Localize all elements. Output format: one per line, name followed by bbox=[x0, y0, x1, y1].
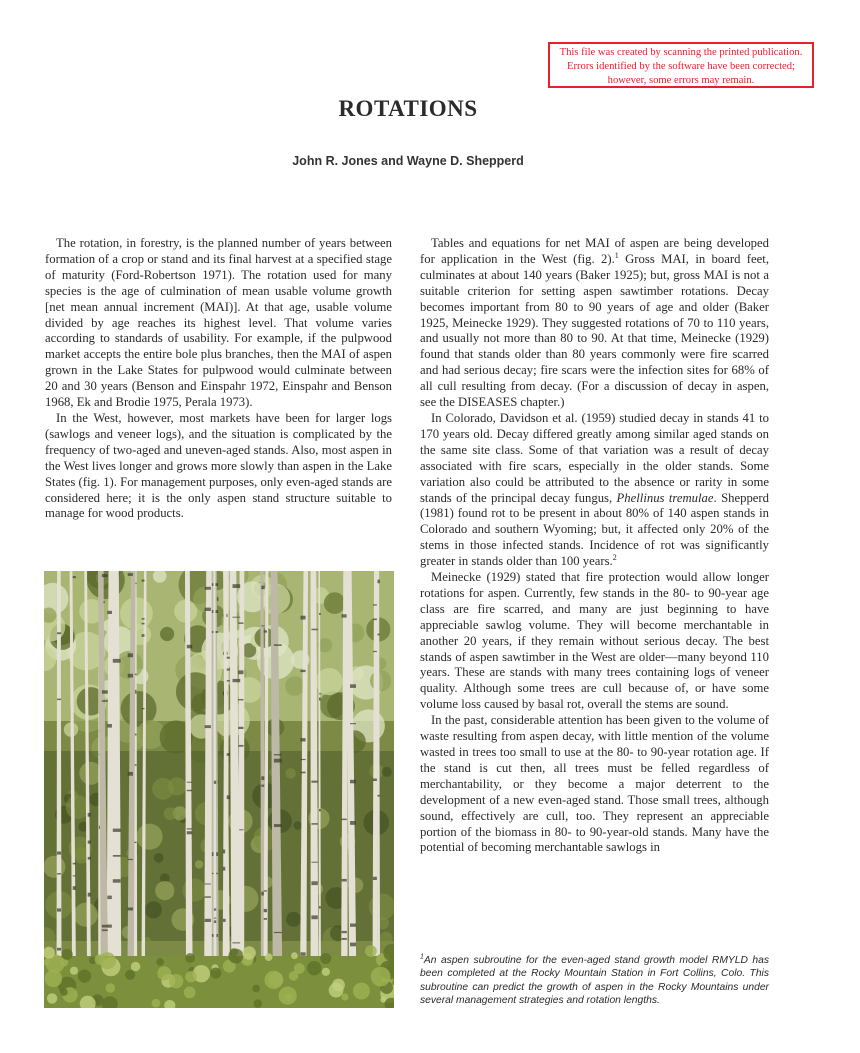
right-paragraph-3: Meinecke (1929) stated that fire protection would allow longer rotations for aspen. Currently, few stands in the 80- to 90-year age class are fire scarred, and many are just beginning to have appreciable sawlog volume. They will become merchantable in another 20 years, if they remain without serious decay. The best stands of aspen sawtimber in the West are older—many beyond 110 years. These are stands with many trees containing logs of veneer quality. Although some trees are cull because of, or have some volume loss caused by basal rot, overall the stems are sound. bbox=[420, 570, 769, 712]
bark-mark bbox=[350, 780, 356, 784]
right-paragraph-1-part-a: Tables and equations for net MAI of aspen are being developed for application in the West (fig. 2). bbox=[420, 236, 769, 266]
bark-mark bbox=[261, 625, 264, 626]
right-paragraph-2-part-b: . Shepperd (1981) found rot to be present in about 80% of 140 aspen stands in Colorado and southern Wyoming; but, it affected only 20% of the stems in those infected stands. Incidence of rot was significantly greater in stands older than 100 years. bbox=[420, 490, 769, 569]
page-title: ROTATIONS bbox=[338, 96, 478, 121]
grass-tuft bbox=[320, 953, 331, 964]
bark-mark bbox=[102, 925, 108, 928]
grass-tuft bbox=[230, 948, 238, 956]
bark-mark bbox=[301, 772, 306, 774]
bark-mark bbox=[238, 745, 243, 747]
bark-mark bbox=[319, 906, 321, 909]
bark-mark bbox=[233, 942, 241, 943]
left-paragraph-1: The rotation, in forestry, is the planned number of years between formation of a crop or stand and its final harvest at a specified stage of maturity (Ford-Robertson 1971). The rotation used for many species is the age of culmination of mean usable volume growth [net mean annual increment (MAI)]. At that age, usable volume divided by age reaches its highest level. That volume varies according to standards of usability. For example, if the pulpwood market accepts the entire bole plus branches, then the MAI of aspen grown in the Lake States for pulpwood would culminate between 20 and 30 years (Benson and Einspahr 1972, Einspahr and Benson 1968, Ek and Brodie 1975, Perala 1973). bbox=[45, 236, 392, 410]
bark-mark bbox=[373, 877, 377, 880]
grass-tuft bbox=[184, 987, 196, 999]
shrub-cluster bbox=[152, 778, 174, 800]
footnote-text: An aspen subroutine for the even-aged stand growth model RMYLD has been completed at the Rocky Mountain Station in Fort Collins, Colo. This subroutine can predict the growth of aspen in the Rocky Mountains under several management strategies and rotation lengths. bbox=[420, 955, 769, 1007]
bark-mark bbox=[88, 893, 91, 897]
bark-mark bbox=[57, 852, 61, 855]
grass-tuft bbox=[365, 945, 377, 957]
grass-tuft bbox=[152, 999, 161, 1008]
bark-mark bbox=[57, 699, 61, 701]
shrub-cluster bbox=[136, 824, 162, 850]
bark-mark bbox=[73, 875, 76, 876]
bark-mark bbox=[227, 657, 230, 659]
bark-mark bbox=[301, 670, 306, 672]
bark-mark bbox=[274, 754, 282, 755]
shrub-cluster bbox=[164, 807, 177, 820]
bark-mark bbox=[102, 700, 108, 702]
bark-mark bbox=[142, 623, 145, 625]
bark-mark bbox=[378, 795, 380, 797]
bark-mark bbox=[261, 785, 264, 787]
grass-tuft bbox=[70, 967, 78, 975]
bark-mark bbox=[205, 608, 211, 611]
bark-mark bbox=[319, 693, 321, 694]
fungus-species-name: Phellinus tremulae bbox=[616, 490, 714, 505]
shrub-cluster bbox=[154, 853, 164, 863]
right-paragraph-2 bbox=[420, 411, 769, 570]
leaf-cluster bbox=[285, 676, 305, 696]
bark-mark bbox=[311, 862, 317, 863]
bark-mark bbox=[373, 651, 377, 652]
grass-tuft bbox=[265, 953, 273, 961]
bark-mark bbox=[128, 908, 133, 911]
right-paragraph-1 bbox=[420, 236, 769, 411]
bark-mark bbox=[261, 776, 264, 780]
grass-tuft bbox=[157, 966, 171, 980]
bark-mark bbox=[187, 831, 193, 834]
grass-tuft bbox=[332, 979, 345, 992]
leaf-cluster bbox=[370, 670, 391, 691]
bark-mark bbox=[373, 779, 377, 782]
bark-mark bbox=[342, 879, 347, 882]
shrub-cluster bbox=[382, 767, 392, 777]
bark-mark bbox=[214, 908, 216, 910]
scan-notice-box bbox=[548, 42, 814, 88]
right-paragraph-1-part-b: Gross MAI, in board feet, culminates at about 140 years (Baker 1925); but, gross MAI is not a suitable criterion for setting aspen sawtimber rotations. Decay becomes important from 80 to 90 years of age and older (Baker 1925, Meinecke 1929). They suggested rotations of 70 to 110 years, and usually not more than 80 to 90. At that time, Meinecke (1929) found that stands older than 80 years commonly were fire scarred and had serious decay; fire scars were the infection sites for 68% of all cull resulting from decay. (For a discussion of decay in aspen, see the DISEASES chapter.) bbox=[420, 251, 769, 410]
leaf-cluster bbox=[160, 627, 174, 641]
bark-mark bbox=[319, 809, 321, 812]
scan-notice-line-3: however, some errors may remain. bbox=[607, 75, 755, 86]
authors-line: John R. Jones and Wayne D. Shepperd bbox=[292, 154, 524, 168]
bark-mark bbox=[311, 781, 317, 783]
bark-mark bbox=[342, 614, 347, 617]
bark-mark bbox=[227, 669, 230, 671]
bark-mark bbox=[128, 859, 133, 860]
bark-mark bbox=[238, 622, 243, 624]
grass-tuft bbox=[185, 971, 196, 982]
grass-tuft bbox=[78, 970, 91, 983]
bark-mark bbox=[128, 674, 133, 678]
bark-mark bbox=[227, 753, 230, 756]
bark-mark bbox=[57, 948, 61, 951]
shrub-cluster bbox=[145, 901, 162, 918]
grass-tuft bbox=[279, 987, 297, 1005]
bark-mark bbox=[128, 772, 133, 776]
bark-mark bbox=[261, 586, 264, 590]
footnote-ref-1: 1 bbox=[614, 250, 619, 260]
bark-mark bbox=[187, 828, 193, 829]
bark-mark bbox=[57, 873, 61, 874]
bark-mark bbox=[274, 759, 282, 763]
bark-mark bbox=[102, 690, 108, 693]
grass-tuft bbox=[322, 968, 330, 976]
grass-tuft bbox=[269, 972, 284, 987]
scan-notice-line-1: This file was created by scanning the printed publication. bbox=[559, 47, 803, 58]
bark-mark bbox=[378, 634, 380, 636]
bark-mark bbox=[73, 576, 76, 578]
aspen-trunk bbox=[57, 571, 62, 1008]
bark-mark bbox=[88, 813, 91, 817]
bark-mark bbox=[373, 604, 377, 605]
shrub-cluster bbox=[195, 860, 203, 868]
bark-mark bbox=[319, 613, 321, 615]
bark-mark bbox=[128, 653, 133, 657]
shrub-cluster bbox=[286, 912, 301, 927]
shrub-cluster bbox=[285, 768, 296, 779]
bark-mark bbox=[142, 618, 145, 620]
footnote bbox=[420, 954, 769, 1008]
shrub-cluster bbox=[74, 903, 98, 927]
grass-tuft bbox=[60, 988, 68, 996]
bark-mark bbox=[342, 938, 347, 940]
grass-tuft bbox=[242, 946, 255, 959]
grass-tuft bbox=[254, 999, 262, 1007]
bark-mark bbox=[238, 699, 243, 700]
bark-mark bbox=[88, 857, 91, 860]
bark-mark bbox=[142, 634, 145, 637]
bark-mark bbox=[128, 573, 133, 576]
grass-tuft bbox=[289, 971, 299, 981]
bark-mark bbox=[238, 727, 243, 729]
bark-mark bbox=[350, 821, 356, 825]
bark-mark bbox=[233, 617, 241, 618]
shrub-cluster bbox=[155, 881, 174, 900]
bark-mark bbox=[227, 795, 230, 799]
bark-mark bbox=[113, 879, 121, 883]
footnote-ref-2: 2 bbox=[612, 552, 617, 562]
bark-mark bbox=[214, 781, 216, 784]
bark-mark bbox=[73, 886, 76, 890]
bark-mark bbox=[373, 619, 377, 621]
bark-mark bbox=[274, 824, 282, 827]
grass-tuft bbox=[185, 953, 195, 963]
bark-mark bbox=[73, 863, 76, 865]
bark-mark bbox=[264, 890, 267, 891]
bark-mark bbox=[350, 684, 356, 688]
grass-tuft bbox=[341, 993, 348, 1000]
bark-mark bbox=[350, 924, 356, 927]
bark-mark bbox=[214, 920, 216, 923]
grass-tuft bbox=[125, 970, 135, 980]
bark-mark bbox=[274, 932, 282, 933]
grass-tuft bbox=[62, 949, 73, 960]
footnote-mark: 1 bbox=[420, 953, 424, 961]
bark-mark bbox=[102, 929, 108, 931]
right-paragraph-4: In the past, considerable attention has been given to the volume of waste resulting from aspen decay, with little mention of the volume wasted in trees too small to use at the 80- to 90-year rotation age. If the stand is cut then, all trees must be felled regardless of merchantability, or they become a major deterrent to the development of a new even-aged stand. Those small trees, although sound, effectively are cull, too. They represent an appreciable portion of the biomass in 80- to 90-year-old stands. Many have the potential of becoming merchantable sawlogs in bbox=[420, 713, 769, 855]
bark-mark bbox=[233, 584, 241, 588]
bark-mark bbox=[205, 587, 211, 590]
left-paragraph-2: In the West, however, most markets have been for larger logs (sawlogs and veneer logs), and the situation is complicated by the frequency of two-aged and uneven-aged stands. Also, most aspen in the West lives longer and grows more slowly than aspen in the Lake States (fig. 1). For management purposes, only even-aged stands are considered here; it is the only aspen stand structure suitable to manage for wood products. bbox=[45, 410, 392, 521]
grass-tuft bbox=[353, 983, 370, 1000]
bark-mark bbox=[205, 919, 211, 922]
left-column bbox=[45, 236, 392, 522]
bark-mark bbox=[214, 918, 216, 919]
grass-tuft bbox=[106, 983, 116, 993]
aspen-forest-illustration bbox=[44, 571, 394, 1008]
bark-mark bbox=[274, 644, 282, 646]
bark-mark bbox=[113, 855, 121, 857]
bark-mark bbox=[311, 823, 317, 825]
bark-mark bbox=[350, 723, 356, 724]
bark-mark bbox=[311, 629, 317, 631]
bark-mark bbox=[187, 790, 193, 791]
grass-tuft bbox=[210, 968, 221, 979]
right-column bbox=[420, 236, 769, 856]
grass-tuft bbox=[252, 985, 260, 993]
shrub-cluster bbox=[379, 932, 392, 945]
bark-mark bbox=[342, 931, 347, 933]
bark-mark bbox=[57, 908, 61, 911]
grass-tuft bbox=[131, 962, 141, 972]
bark-mark bbox=[264, 918, 267, 920]
bark-mark bbox=[113, 659, 121, 663]
bark-mark bbox=[378, 580, 380, 584]
grass-tuft bbox=[169, 974, 183, 988]
grass-tuft bbox=[156, 958, 164, 966]
grass-tuft bbox=[47, 993, 57, 1003]
bark-mark bbox=[227, 680, 230, 681]
scan-notice-line-2: Errors identified by the software have been corrected; bbox=[567, 61, 795, 72]
bark-mark bbox=[113, 829, 121, 832]
bark-mark bbox=[350, 943, 356, 947]
bark-mark bbox=[311, 881, 317, 885]
shrub-cluster bbox=[293, 821, 302, 830]
shrub-cluster bbox=[44, 856, 65, 878]
grass-tuft bbox=[307, 961, 321, 975]
bark-mark bbox=[319, 698, 321, 701]
bark-mark bbox=[238, 670, 243, 674]
bark-mark bbox=[264, 909, 267, 912]
bark-mark bbox=[102, 574, 108, 577]
bark-mark bbox=[301, 616, 306, 620]
bark-mark bbox=[342, 819, 347, 821]
bark-mark bbox=[142, 580, 145, 582]
bark-mark bbox=[187, 782, 193, 783]
bark-mark bbox=[205, 884, 211, 885]
bark-mark bbox=[187, 645, 193, 649]
bark-mark bbox=[142, 708, 145, 709]
grass-tuft bbox=[95, 954, 106, 965]
bark-mark bbox=[205, 896, 211, 898]
grass-tuft bbox=[371, 967, 391, 987]
right-paragraph-2-part-a: In Colorado, Davidson et al. (1959) studied decay in stands 41 to 170 years old. Decay differed greatly among similar aged stands on the same site class. Some of that variation was a result of decay associated with fire scars, especially in the older stands. Some variation also could be attributed to the absence or rarity in some stands of the principal decay fungus, bbox=[420, 410, 769, 505]
bark-mark bbox=[88, 841, 91, 844]
bark-mark bbox=[205, 725, 211, 728]
bark-mark bbox=[233, 679, 241, 682]
grass-tuft bbox=[291, 952, 298, 959]
bark-mark bbox=[301, 759, 306, 760]
leaf-cluster bbox=[324, 592, 346, 614]
bark-mark bbox=[301, 738, 306, 741]
bark-mark bbox=[311, 915, 317, 919]
bark-mark bbox=[301, 952, 306, 956]
bark-mark bbox=[264, 630, 267, 632]
aspen-stand-photo bbox=[44, 571, 394, 1008]
bark-mark bbox=[57, 632, 61, 634]
